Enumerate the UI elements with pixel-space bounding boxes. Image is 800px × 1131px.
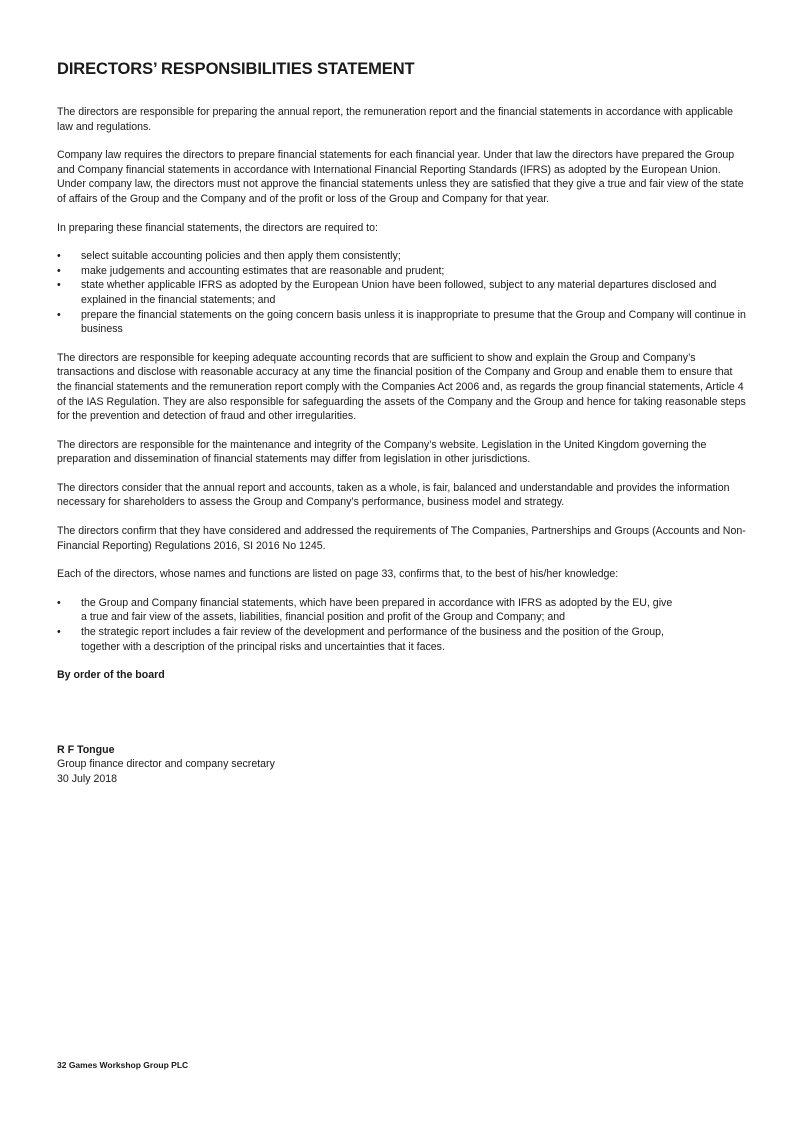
paragraph-accounting-records: The directors are responsible for keeping adequate accounting records that are sufficient to show and explain the Group and Company’s transactions and disclose with reasonable accuracy at any time the financial position of the Company and Group and enable them to ensure that the financial statements and the remuneration report comply with the Companies Act 2006 and, as regards the group financial statements, Article 4 of the IAS Regulation. They are also responsible for safeguarding the assets of the Company and the Group and hence for taking reasonable steps for the prevention and detection of fraud and other irregularities. xyxy=(57,351,746,423)
bullet-icon: • xyxy=(57,250,61,263)
bullet-icon: • xyxy=(57,264,61,277)
bullet-icon: • xyxy=(57,596,61,609)
list-item: • prepare the financial statements on the going concern basis unless it is inappropriate to presume that the Group and Company will continue in business xyxy=(57,308,746,336)
paragraph-responsibility: The directors are responsible for preparing the annual report, the remuneration report and the financial statements in accordance with applicable law and regulations. xyxy=(57,106,734,133)
paragraph-required-to: In preparing these financial statements, the directors are required to: xyxy=(57,221,378,234)
paragraph-fair-balanced: The directors consider that the annual report and accounts, taken as a whole, is fair, balanced and understandable and provides the information necessary for shareholders to assess the Group and Company’s performance, business model and strategy. xyxy=(57,481,730,509)
list-item: • make judgements and accounting estimates that are reasonable and prudent; xyxy=(57,264,445,277)
paragraph-website: The directors are responsible for the maintenance and integrity of the Company’s website. Legislation in the United Kingdom governing the preparation and dissemination of financial statements may differ from legislation in other jurisdictions. xyxy=(57,438,707,466)
bullet-icon: • xyxy=(57,279,61,292)
page-footer: 32 Games Workshop Group PLC xyxy=(57,1060,189,1070)
paragraph-company-law: Company law requires the directors to prepare financial statements for each financial year. Under that law the directors have prepared the Group and Company financial statements in accordance with International Financial Reporting Standards (IFRS) as adopted by the European Union. Under company law, the directors must not approve the financial statements unless they are satisfied that they give a true and fair view of the state of affairs of the Group and the Company and of the profit or loss of the Group and Company for that year. xyxy=(57,149,744,205)
list-item: • select suitable accounting policies and then apply them consistently; xyxy=(57,250,401,263)
list-item: • the Group and Company financial statements, which have been prepared in accordance with IFRS as adopted by the EU, give a true and fair view of the assets, liabilities, financial position and profit of the Group and Company; and xyxy=(57,596,673,624)
board-order: By order of the board xyxy=(57,669,165,682)
list-item: • the strategic report includes a fair review of the development and performance of the business and the position of the Group, together with a description of the principal risks and uncertainties that it faces. xyxy=(57,626,664,653)
paragraph-regulations: The directors confirm that they have considered and addressed the requirements of The Companies, Partnerships and Groups (Accounts and Non-Financial Reporting) Regulations 2016, SI 2016 No 1245. xyxy=(57,525,746,552)
bullet-icon: • xyxy=(57,626,61,639)
signatory-role: Group finance director and company secretary xyxy=(57,758,275,771)
signatory-name: R F Tongue xyxy=(57,743,115,756)
signature-date: 30 July 2018 xyxy=(57,773,118,785)
page-title: DIRECTORS’ RESPONSIBILITIES STATEMENT xyxy=(57,60,415,78)
signature-block xyxy=(57,743,747,787)
bullet-icon: • xyxy=(57,308,61,321)
list-item: • state whether applicable IFRS as adopted by the European Union have been followed, subject to any material departures disclosed and explained in the financial statements; and xyxy=(57,279,717,306)
confirmation-list xyxy=(57,596,747,654)
required-list xyxy=(57,249,747,337)
document-page xyxy=(57,58,747,787)
paragraph-confirmation: Each of the directors, whose names and functions are listed on page 33, confirms that, to the best of his/her knowledge: xyxy=(57,568,619,581)
